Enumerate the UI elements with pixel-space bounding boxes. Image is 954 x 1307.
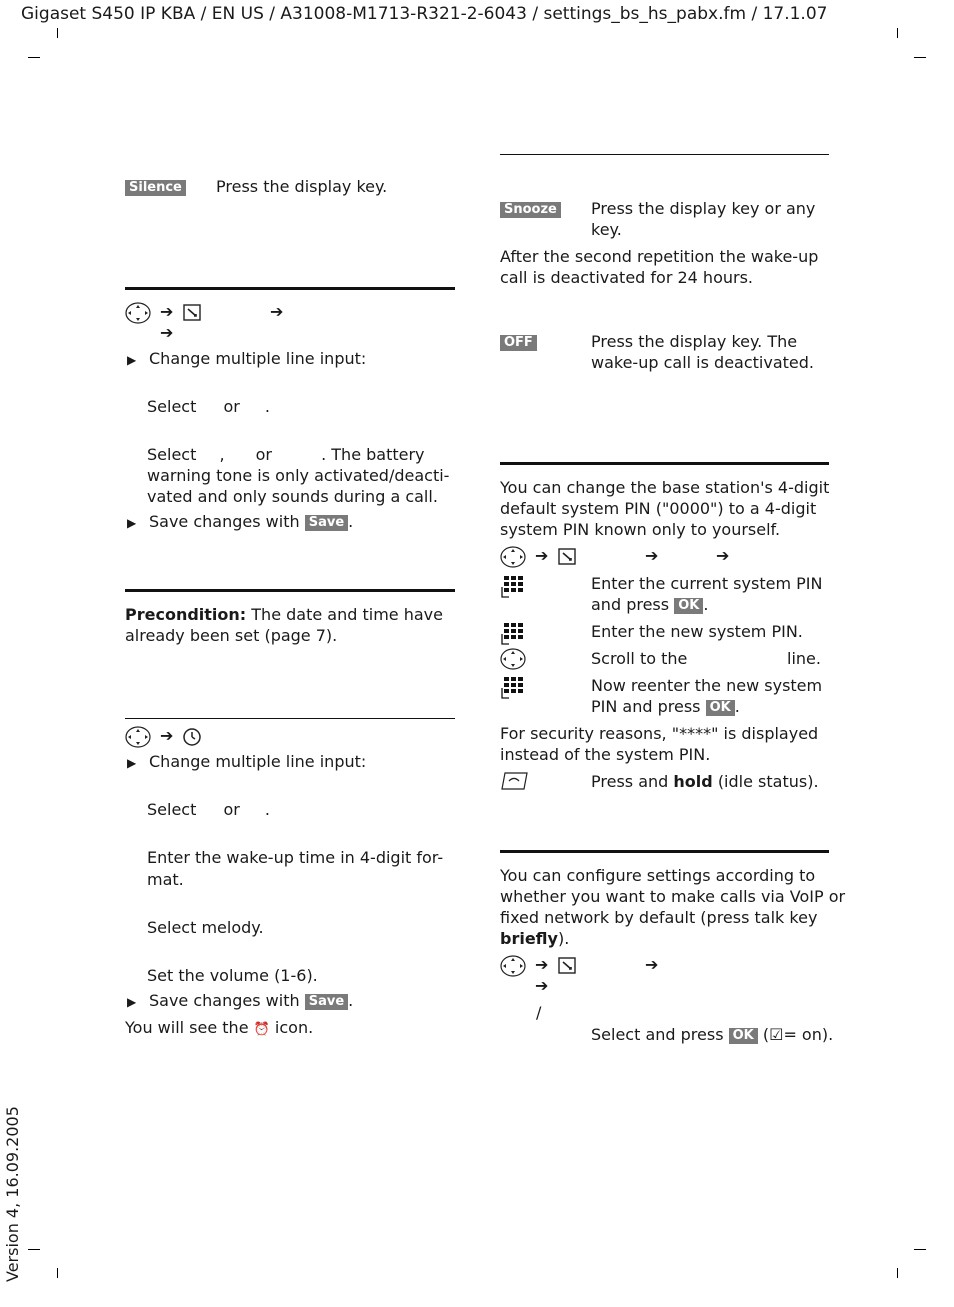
text: You will see the (125, 1018, 249, 1037)
reenter-line-1: Now reenter the new system (591, 676, 823, 695)
keypad-icon (501, 676, 525, 700)
crop-mark (57, 28, 58, 38)
text: or (255, 445, 273, 464)
arrow-icon: ➔ (535, 976, 549, 995)
off-line-1: Press the display key. The (591, 332, 798, 351)
second-rep-line-2: call is deactivated for 24 hours. (500, 268, 753, 287)
arrow-icon: ➔ (160, 323, 174, 342)
bullet-icon: ▶ (127, 516, 137, 530)
precondition-line-2: already been set (page 7). (125, 626, 338, 645)
ok-key[interactable]: OK (729, 1028, 758, 1044)
enter-current-line-1: Enter the current system PIN (591, 574, 823, 593)
nav-row (500, 954, 530, 978)
wake-line-2: mat. (147, 870, 184, 889)
pin-intro-line-1: You can change the base station's 4-digit (500, 478, 830, 497)
off-key[interactable]: OFF (500, 335, 537, 351)
crop-mark (914, 57, 926, 58)
select-melody: Select melody. (147, 918, 264, 937)
select-press-line (591, 1024, 833, 1045)
text: Select (147, 800, 197, 819)
keypad-icon (501, 622, 525, 646)
list-text: Save changes with (149, 512, 300, 531)
text: or (223, 397, 240, 416)
text: icon. (274, 1018, 314, 1037)
pin-intro-line-2: default system PIN ("0000") to a 4-digit (500, 499, 817, 518)
wake-line-1: Enter the wake-up time in 4-digit for- (147, 848, 444, 867)
crop-mark (28, 57, 40, 58)
snooze-line-1: Press the display key or any (591, 199, 816, 218)
clock-icon (182, 727, 202, 747)
crop-mark (914, 1249, 926, 1250)
arrow-icon: ➔ (160, 726, 174, 745)
enter-new-pin: Enter the new system PIN. (591, 622, 803, 641)
text: . The battery (321, 445, 425, 464)
press-hold-line (591, 771, 819, 792)
config-line-1: You can configure settings according to (500, 866, 816, 885)
nav-row (125, 301, 155, 325)
text: ). (557, 929, 570, 948)
control-key-icon (125, 301, 155, 325)
document-header: Gigaset S450 IP KBA / EN US / A31008-M1713-R321-2-6043 / settings_bs_hs_pabx.fm / 17.1.07 (21, 4, 828, 24)
save-key[interactable]: Save (305, 515, 348, 531)
text: Select and press (591, 1025, 724, 1044)
arrow-icon: ➔ (645, 955, 659, 974)
end-call-key-icon (500, 771, 530, 791)
config-line-4 (500, 928, 569, 949)
control-key-icon (500, 647, 530, 671)
see-icon-line (125, 1017, 313, 1040)
security-line-1: For security reasons, "****" is displayed (500, 724, 819, 743)
alarm-icon: ⏰ (253, 1022, 270, 1037)
section-rule (500, 462, 829, 465)
enter-current-line-2: and press OK . (591, 595, 709, 614)
settings-icon (558, 957, 576, 974)
save-key[interactable]: Save (305, 994, 348, 1010)
section-rule (500, 154, 829, 155)
keypad-icon (501, 575, 525, 599)
control-key-icon (500, 954, 530, 978)
text: PIN and press (591, 697, 701, 716)
text: The date and time have (246, 605, 443, 624)
reenter-line-2: PIN and press OK . (591, 697, 740, 716)
text: ( (762, 1025, 770, 1044)
battery-line-3: vated and only sounds during a call. (147, 487, 438, 506)
text: and press (591, 595, 670, 614)
bullet-icon: ▶ (127, 353, 137, 367)
text: = on). (783, 1025, 834, 1044)
control-key-icon (500, 545, 530, 569)
precondition-line-1 (125, 604, 443, 625)
off-line-2: wake-up call is deactivated. (591, 353, 814, 372)
snooze-row (500, 198, 561, 219)
set-volume: Set the volume (1-6). (147, 966, 318, 985)
list-text: Save changes with (149, 991, 300, 1010)
checkbox-checked-icon: ☑ (769, 1025, 784, 1044)
nav-row (125, 725, 155, 749)
section-rule (500, 850, 829, 853)
list-item (127, 751, 366, 774)
silence-key[interactable]: Silence (125, 180, 186, 196)
select-or-line (147, 396, 270, 417)
control-key-icon (125, 725, 155, 749)
silence-row (125, 176, 186, 197)
list-item: ▶ Save changes with Save . (127, 511, 353, 534)
list-text: Change multiple line input: (149, 752, 367, 771)
select-or-line (147, 799, 270, 820)
scroll-to-b: line. (787, 649, 821, 668)
arrow-icon: ➔ (535, 955, 549, 974)
ok-key[interactable]: OK (706, 700, 735, 716)
list-text: Change multiple line input: (149, 349, 367, 368)
ok-key[interactable]: OK (674, 598, 703, 614)
crop-mark (28, 1249, 40, 1250)
arrow-icon: ➔ (535, 546, 549, 565)
text: . (264, 800, 271, 819)
precondition-label: Precondition: (125, 605, 247, 624)
text: Select (147, 397, 197, 416)
section-rule (125, 287, 455, 290)
scroll-to-a: Scroll to the (591, 649, 688, 668)
battery-line-2: warning tone is only activated/deacti- (147, 466, 450, 485)
snooze-line-2: key. (591, 220, 622, 239)
text: . (264, 397, 271, 416)
arrow-icon: ➔ (160, 302, 174, 321)
hold-emphasis: hold (673, 772, 713, 791)
battery-line-1 (147, 444, 425, 465)
nav-row (500, 545, 530, 569)
slash-separator: / (536, 1003, 542, 1022)
pin-intro-line-3: system PIN known only to yourself. (500, 520, 781, 539)
crop-mark (57, 1268, 58, 1278)
settings-icon (183, 304, 201, 321)
section-rule (125, 589, 455, 592)
list-item: ▶ Save changes with Save . (127, 990, 353, 1013)
bullet-icon: ▶ (127, 995, 137, 1009)
crop-mark (897, 1268, 898, 1278)
text: Press and (591, 772, 669, 791)
list-item (127, 348, 366, 371)
settings-icon (558, 548, 576, 565)
snooze-key[interactable]: Snooze (500, 202, 561, 218)
briefly-emphasis: briefly (500, 929, 558, 948)
bullet-icon: ▶ (127, 756, 137, 770)
text: , (219, 445, 225, 464)
crop-mark (897, 28, 898, 38)
version-note: Version 4, 16.09.2005 (3, 1106, 22, 1282)
silence-text: Press the display key. (216, 177, 388, 196)
text: Select (147, 445, 197, 464)
config-line-2: whether you want to make calls via VoIP or (500, 887, 846, 906)
section-rule (125, 718, 455, 719)
config-line-3: fixed network by default (press talk key (500, 908, 818, 927)
text: (idle status). (717, 772, 819, 791)
arrow-icon: ➔ (716, 546, 730, 565)
off-row (500, 331, 537, 352)
arrow-icon: ➔ (270, 302, 284, 321)
text: or (223, 800, 240, 819)
security-line-2: instead of the system PIN. (500, 745, 711, 764)
arrow-icon: ➔ (645, 546, 659, 565)
second-rep-line-1: After the second repetition the wake-up (500, 247, 819, 266)
